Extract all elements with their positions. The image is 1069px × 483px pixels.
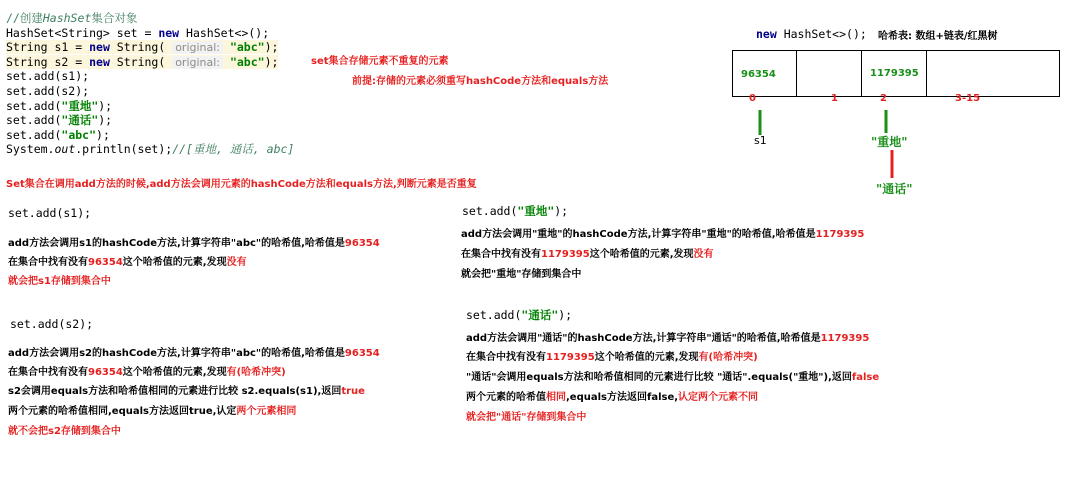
code-line-7: set.add("通话"); (6, 113, 113, 128)
right2-line-4: 两个元素的哈希值相同,equals方法返回false,认定两个元素不同 (466, 392, 759, 403)
right1-line-1: add方法会调用"重地"的hashCode方法,计算字符串"重地"的哈希值,哈希值是1179395 (461, 229, 865, 240)
diagram-statement: new HashSet<>(); (756, 27, 867, 41)
bucket-index-1: 1 (831, 93, 838, 104)
left2-line-3: s2会调用equals方法和哈希值相同的元素进行比较 s2.equals(s1),返回true (8, 386, 365, 397)
right2-line-3: "通话"会调用equals方法和哈希值相同的元素进行比较 "通话".equals("重地"),返回false (466, 372, 880, 383)
left1-line-2: 在集合中找有没有96354这个哈希值的元素,发现没有 (8, 257, 247, 268)
code-line-1: HashSet<String> set = new HashSet<>(); (6, 25, 270, 40)
right1-line-2: 在集合中找有没有1179395这个哈希值的元素,发现没有 (461, 249, 714, 260)
node-tonghua: "通话" (876, 182, 913, 196)
left2-line-4: 两个元素的哈希值相同,equals方法返回true,认定两个元素相同 (8, 406, 297, 417)
code-line-8: set.add("abc"); (6, 127, 110, 142)
bucket-index-2: 2 (880, 93, 887, 104)
code-comment-line: //创建HashSet集合对象 (6, 11, 138, 25)
code-line-6: set.add("重地"); (6, 98, 113, 113)
node-s1: s1 (754, 134, 767, 147)
code-line-9: System.out.println(set);//[重地, 通话, abc] (6, 142, 295, 157)
left2-line-1: add方法会调用s2的hashCode方法,计算字符串"abc"的哈希值,哈希值是96354 (8, 348, 380, 359)
left2-line-2: 在集合中找有没有96354这个哈希值的元素,发现有(哈希冲突) (8, 367, 286, 378)
code-line-2: String s1 = new String( original: "abc"); (6, 40, 279, 55)
stmt-add-s2: set.add(s2); (10, 317, 94, 331)
note-add-explain: Set集合在调用add方法的时候,add方法会调用元素的hashCode方法和equals方法,判断元素是否重复 (6, 179, 477, 190)
left2-line-5: 就不会把s2存储到集合中 (8, 426, 121, 437)
right2-line-5: 就会把"通话"存储到集合中 (466, 412, 587, 423)
code-line-5: set.add(s2); (6, 83, 90, 98)
bucket-2-hash: 1179395 (870, 68, 919, 79)
bucket-index-0: 0 (749, 93, 756, 104)
stmt-add-zhongdi: set.add("重地"); (462, 204, 569, 218)
param-hint: original: (172, 56, 223, 69)
left1-line-3: 就会把s1存储到集合中 (8, 276, 111, 287)
bucket-0-hash: 96354 (741, 69, 776, 80)
param-hint: original: (172, 41, 223, 54)
stmt-add-s1: set.add(s1); (8, 206, 92, 220)
stmt-add-tonghua: set.add("通话"); (466, 308, 573, 322)
right2-line-1: add方法会调用"通话"的hashCode方法,计算字符串"通话"的哈希值,哈希值是1179395 (466, 333, 870, 344)
diagram-label: 哈希表: 数组+链表/红黑树 (878, 31, 998, 42)
left1-line-1: add方法会调用s1的hashCode方法,计算字符串"abc"的哈希值,哈希值是96354 (8, 238, 380, 249)
code-line-3: String s2 = new String( original: "abc"); (6, 54, 279, 69)
code-line-4: set.add(s1); (6, 69, 90, 84)
note-set-no-duplicate: set集合存储元素不重复的元素 (311, 56, 449, 67)
right2-line-2: 在集合中找有没有1179395这个哈希值的元素,发现有(哈希冲突) (466, 352, 758, 363)
right1-line-3: 就会把"重地"存储到集合中 (461, 269, 582, 280)
bucket-index-rest: 3-15 (955, 93, 981, 104)
note-premise: 前提:存储的元素必须重写hashCode方法和equals方法 (352, 76, 609, 87)
node-zhongdi: "重地" (871, 135, 908, 149)
